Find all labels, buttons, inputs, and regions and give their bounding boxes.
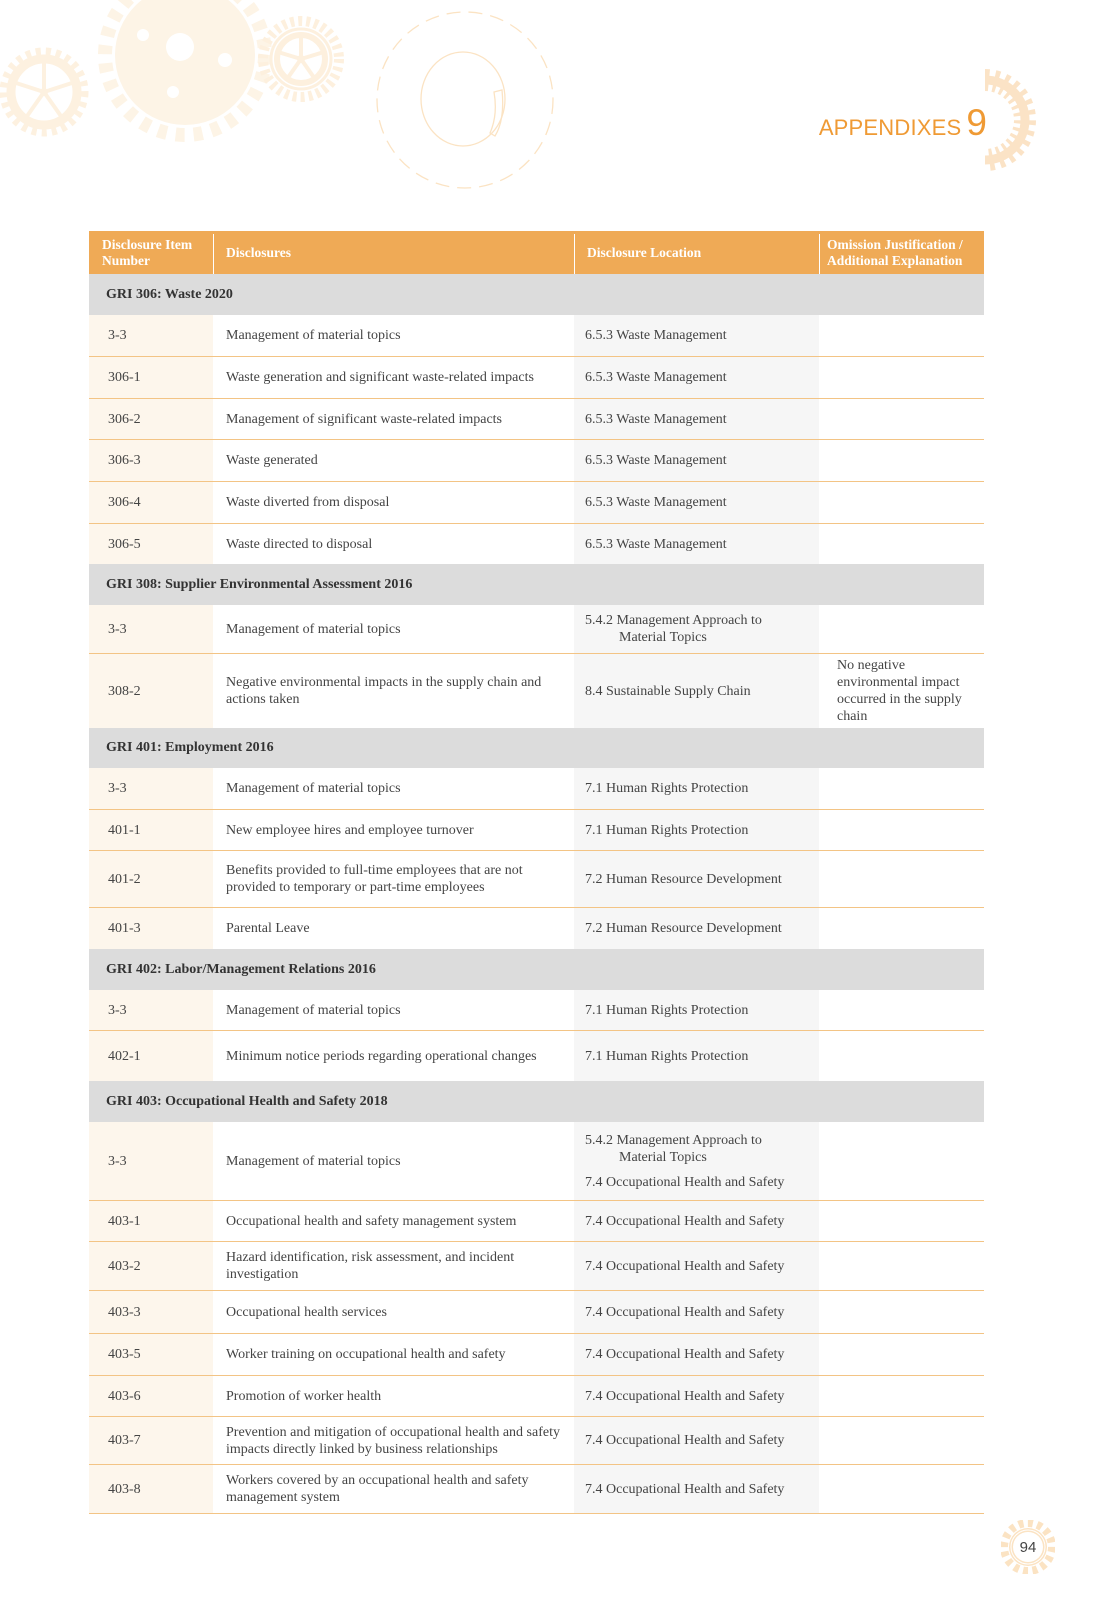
disclosure-number: 403-1: [89, 1201, 213, 1242]
disclosure-number: 401-1: [89, 810, 213, 851]
gear-icon: [263, 21, 339, 97]
location-link: 7.4 Occupational Health and Safety: [585, 1481, 785, 1497]
disclosure-number: 403-5: [89, 1334, 213, 1376]
location-text-continued: Material Topics: [619, 1149, 707, 1165]
omission-explanation: [819, 315, 984, 357]
location-link: 7.1 Human Rights Protection: [585, 781, 749, 796]
disclosure-title: Management of significant waste-related impacts: [213, 399, 574, 440]
table-row: [89, 851, 984, 908]
omission-explanation: [819, 1242, 984, 1291]
disclosure-number: 306-1: [89, 357, 213, 399]
disclosure-number: 3-3: [89, 990, 213, 1031]
table-row: [89, 654, 984, 729]
disclosure-title: Negative environmental impacts in the supply chain and actions taken: [213, 654, 574, 729]
disclosure-location: [574, 768, 819, 810]
page-number: 94: [1019, 1538, 1037, 1556]
disclosure-title: Management of material topics: [213, 768, 574, 810]
group-title: GRI 403: Occupational Health and Safety 2018: [89, 1081, 984, 1122]
disclosure-location: [574, 357, 819, 399]
table-row: [89, 357, 984, 399]
disclosure-title: New employee hires and employee turnover: [213, 810, 574, 851]
disclosure-location: [574, 1201, 819, 1242]
disclosure-location: [574, 810, 819, 851]
gri-index-table: [89, 231, 984, 1514]
omission-explanation: [819, 1291, 984, 1334]
group-header-row: [89, 1081, 984, 1122]
omission-explanation: [819, 357, 984, 399]
disclosure-number: 403-3: [89, 1291, 213, 1334]
disclosure-location: [574, 524, 819, 565]
omission-explanation: [819, 1031, 984, 1082]
disclosure-title: Benefits provided to full-time employees that are not provided to temporary or part-time employees: [213, 851, 574, 908]
gear-icon: [4, 52, 84, 132]
omission-explanation: [819, 1122, 984, 1201]
table-row: [89, 1465, 984, 1514]
table-row: [89, 908, 984, 950]
location-link: 6.5.3 Waste Management: [585, 536, 727, 552]
disclosure-title: Waste directed to disposal: [213, 524, 574, 565]
disclosure-number: 3-3: [89, 315, 213, 357]
chapter-heading: [819, 104, 987, 141]
location-link: [585, 612, 813, 646]
location-link: 6.5.3 Waste Management: [585, 495, 727, 510]
omission-explanation: [819, 399, 984, 440]
disclosure-number: 403-8: [89, 1465, 213, 1514]
omission-explanation: [819, 768, 984, 810]
disclosure-title: Management of material topics: [213, 605, 574, 654]
chapter-label: APPENDIXES: [818, 115, 962, 140]
disclosure-number: 402-1: [89, 1031, 213, 1082]
disclosure-location: [574, 1417, 819, 1465]
table-row: [89, 1031, 984, 1082]
disclosure-location: [574, 851, 819, 908]
page-number-badge: [1001, 1520, 1055, 1574]
disclosure-location: [574, 1376, 819, 1417]
group-header-row: [89, 274, 984, 315]
disclosure-location: [574, 440, 819, 482]
group-title: GRI 401: Employment 2016: [89, 728, 984, 768]
location-text-continued: Material Topics: [619, 630, 707, 645]
location-link: 6.5.3 Waste Management: [585, 453, 727, 468]
disclosure-number: 3-3: [89, 1122, 213, 1201]
table-header-row: [89, 231, 984, 274]
location-text: 5.4.2 Management Approach to: [585, 613, 762, 628]
disclosure-number: 403-7: [89, 1417, 213, 1465]
disclosure-title: Waste generated: [213, 440, 574, 482]
disclosure-number: 3-3: [89, 605, 213, 654]
location-link: 7.1 Human Rights Protection: [585, 1048, 749, 1064]
omission-explanation: [819, 482, 984, 524]
disclosure-location: [574, 908, 819, 950]
table-row: [89, 1122, 984, 1201]
omission-explanation: [819, 1465, 984, 1514]
disclosure-location: [574, 1334, 819, 1376]
omission-explanation: [819, 1417, 984, 1465]
disclosure-title: Occupational health services: [213, 1291, 574, 1334]
disclosure-title: Workers covered by an occupational health and safety management system: [213, 1465, 574, 1514]
table-row: [89, 1291, 984, 1334]
omission-explanation: [819, 605, 984, 654]
table-row: [89, 810, 984, 851]
disclosure-number: 306-3: [89, 440, 213, 482]
table-row: [89, 605, 984, 654]
disclosure-title: Prevention and mitigation of occupational health and safety impacts directly linked by business relationships: [213, 1417, 574, 1465]
table-row: [89, 524, 984, 565]
omission-explanation: No negative environmental impact occurred in the supply chain: [819, 654, 984, 729]
omission-explanation: [819, 1376, 984, 1417]
disclosure-title: Management of material topics: [213, 315, 574, 357]
disclosure-title: Occupational health and safety management system: [213, 1201, 574, 1242]
disclosure-title: Promotion of worker health: [213, 1376, 574, 1417]
table-row: [89, 990, 984, 1031]
disclosure-location: [574, 990, 819, 1031]
location-link: [585, 1132, 813, 1166]
location-link: 7.4 Occupational Health and Safety: [585, 1304, 785, 1320]
column-header-item-number: Disclosure Item Number: [89, 231, 213, 274]
disclosure-title: Waste diverted from disposal: [213, 482, 574, 524]
disclosure-title: Worker training on occupational health and safety: [213, 1334, 574, 1376]
disclosure-location: [574, 315, 819, 357]
group-title: GRI 308: Supplier Environmental Assessment 2016: [89, 564, 984, 605]
location-text: 5.4.2 Management Approach to: [585, 1132, 762, 1148]
group-header-row: [89, 564, 984, 605]
disclosure-title: Management of material topics: [213, 1122, 574, 1201]
omission-explanation: [819, 990, 984, 1031]
column-header-disclosures: Disclosures: [213, 231, 574, 274]
disclosure-location: [574, 1465, 819, 1514]
disclosure-number: 403-6: [89, 1376, 213, 1417]
location-link: 8.4 Sustainable Supply Chain: [585, 683, 751, 699]
disclosure-title: Waste generation and significant waste-related impacts: [213, 357, 574, 399]
group-header-row: [89, 949, 984, 990]
location-link: 6.5.3 Waste Management: [585, 328, 727, 343]
location-link: 7.4 Occupational Health and Safety: [585, 1388, 785, 1404]
disclosure-number: 306-5: [89, 524, 213, 565]
omission-explanation: [819, 1334, 984, 1376]
omission-explanation: [819, 851, 984, 908]
omission-explanation: [819, 440, 984, 482]
disclosure-location: [574, 605, 819, 654]
disclosure-location: [574, 654, 819, 729]
group-header-row: [89, 728, 984, 768]
table-row: [89, 768, 984, 810]
location-link: 6.5.3 Waste Management: [585, 411, 727, 427]
disclosure-location: [574, 1122, 819, 1201]
gear-icon: [985, 80, 1025, 160]
table-row: [89, 1201, 984, 1242]
table-row: [89, 482, 984, 524]
table-row: [89, 399, 984, 440]
disclosure-location: [574, 399, 819, 440]
table-row: [89, 1376, 984, 1417]
table-row: [89, 1417, 984, 1465]
disclosure-number: 306-4: [89, 482, 213, 524]
location-link: 7.4 Occupational Health and Safety: [585, 1433, 785, 1448]
disclosure-number: 306-2: [89, 399, 213, 440]
location-link: 7.1 Human Rights Protection: [585, 1002, 749, 1018]
disclosure-number: 3-3: [89, 768, 213, 810]
disclosure-title: Hazard identification, risk assessment, and incident investigation: [213, 1242, 574, 1291]
table-row: [89, 1242, 984, 1291]
chapter-number: 9: [966, 102, 987, 143]
gear-icon: [105, 0, 265, 135]
disclosure-location: [574, 1291, 819, 1334]
column-header-location: Disclosure Location: [574, 231, 819, 274]
disclosure-title: Management of material topics: [213, 990, 574, 1031]
column-header-omission: Omission Justification / Additional Explanation: [819, 231, 984, 274]
disclosure-title: Parental Leave: [213, 908, 574, 950]
omission-explanation: [819, 810, 984, 851]
disclosure-number: 403-2: [89, 1242, 213, 1291]
location-link: 7.4 Occupational Health and Safety: [585, 1174, 785, 1190]
omission-explanation: [819, 1201, 984, 1242]
disclosure-location: [574, 482, 819, 524]
disclosure-number: 308-2: [89, 654, 213, 729]
disclosure-title: Minimum notice periods regarding operational changes: [213, 1031, 574, 1082]
disclosure-number: 401-2: [89, 851, 213, 908]
gear-icon: [377, 12, 553, 188]
group-title: GRI 306: Waste 2020: [89, 274, 984, 315]
location-link: 7.4 Occupational Health and Safety: [585, 1258, 785, 1274]
disclosure-number: 401-3: [89, 908, 213, 950]
table-row: [89, 440, 984, 482]
location-link: 7.2 Human Resource Development: [585, 921, 782, 936]
location-link: 7.4 Occupational Health and Safety: [585, 1347, 785, 1362]
location-link: 6.5.3 Waste Management: [585, 370, 727, 385]
table-row: [89, 1334, 984, 1376]
disclosure-location: [574, 1031, 819, 1082]
location-link: 7.4 Occupational Health and Safety: [585, 1213, 785, 1229]
group-title: GRI 402: Labor/Management Relations 2016: [89, 949, 984, 990]
omission-explanation: [819, 524, 984, 565]
location-link: 7.1 Human Rights Protection: [585, 822, 749, 838]
disclosure-location: [574, 1242, 819, 1291]
location-link: 7.2 Human Resource Development: [585, 871, 782, 887]
table-row: [89, 315, 984, 357]
omission-explanation: [819, 908, 984, 950]
